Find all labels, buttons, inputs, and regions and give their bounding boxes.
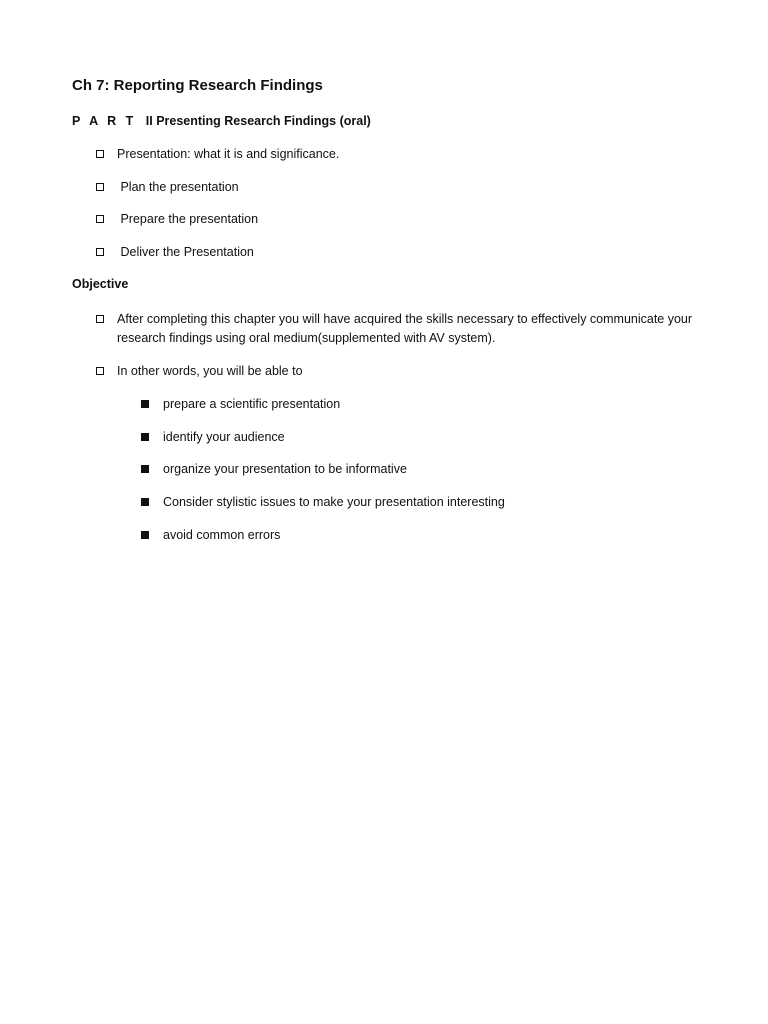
hollow-square-bullet-icon: [96, 367, 104, 375]
hollow-square-bullet-icon: [96, 150, 104, 158]
objective-item: [96, 362, 303, 381]
outline-item-text: Presentation: what it is and significance.: [117, 147, 340, 161]
hollow-square-bullet-icon: [96, 248, 104, 256]
filled-square-bullet-icon: [141, 498, 149, 506]
outline-item: [96, 145, 339, 164]
ability-item: [141, 526, 280, 545]
filled-square-bullet-icon: [141, 400, 149, 408]
filled-square-bullet-icon: [141, 531, 149, 539]
ability-item: [141, 493, 505, 512]
filled-square-bullet-icon: [141, 465, 149, 473]
part-heading: [72, 114, 371, 128]
outline-item-text: Prepare the presentation: [117, 212, 259, 226]
ability-item-text: identify your audience: [163, 430, 285, 444]
hollow-square-bullet-icon: [96, 215, 104, 223]
ability-item-text: Consider stylistic issues to make your presentation interesting: [163, 495, 505, 509]
part-title: II Presenting Research Findings (oral): [145, 114, 371, 128]
ability-item-text: organize your presentation to be informative: [163, 462, 407, 476]
part-label: P A R T: [72, 114, 137, 128]
hollow-square-bullet-icon: [96, 315, 104, 323]
hollow-square-bullet-icon: [96, 183, 104, 191]
objective-item-text: In other words, you will be able to: [117, 364, 303, 378]
outline-item-text: Plan the presentation: [117, 180, 239, 194]
outline-item: [96, 178, 239, 197]
filled-square-bullet-icon: [141, 433, 149, 441]
objective-item: [96, 310, 707, 348]
outline-item: [96, 243, 254, 262]
ability-item-text: avoid common errors: [163, 528, 281, 542]
outline-item: [96, 210, 258, 229]
chapter-title: Ch 7: Reporting Research Findings: [72, 77, 323, 94]
ability-item-text: prepare a scientific presentation: [163, 397, 341, 411]
ability-item: [141, 460, 407, 479]
objective-heading: Objective: [72, 277, 129, 291]
ability-item: [141, 428, 285, 447]
objective-item-text: After completing this chapter you will have acquired the skills necessary to effectively communicate your research findings using oral medium(supplemented with AV system).: [117, 312, 693, 345]
outline-item-text: Deliver the Presentation: [117, 245, 254, 259]
ability-item: [141, 395, 340, 414]
